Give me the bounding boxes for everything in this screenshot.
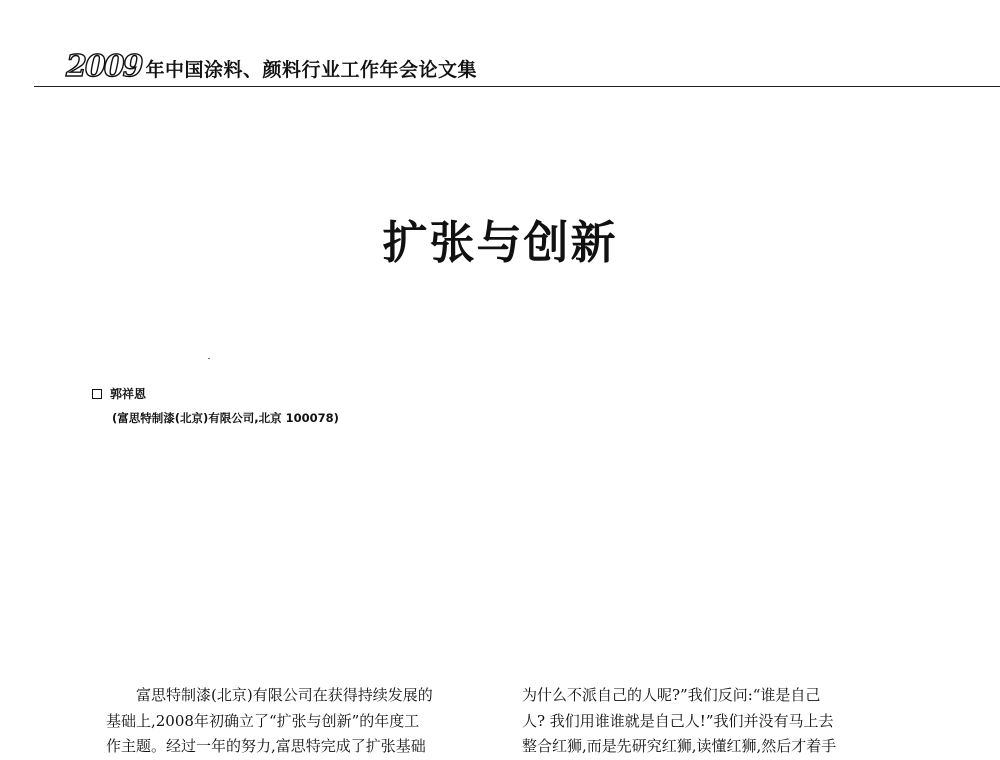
header-year: 2009 <box>66 49 142 84</box>
header-rule <box>34 86 1000 87</box>
body-column-right <box>522 683 910 760</box>
body-line: 作主题。经过一年的努力,富思特完成了扩张基础 <box>106 737 426 755</box>
header-series-title: 年中国涂料、颜料行业工作年会论文集 <box>145 59 478 81</box>
running-header <box>66 49 478 84</box>
article-title: 扩张与创新 <box>382 216 618 269</box>
author-name: 郭祥恩 <box>110 387 147 401</box>
author-affiliation: (富思特制漆(北京)有限公司,北京 100078) <box>112 411 339 425</box>
body-line: 基础上,2008年初确立了“扩张与创新”的年度工 <box>106 711 420 730</box>
body-column-left <box>106 683 494 760</box>
square-bullet-icon <box>92 389 102 399</box>
body-line: 为什么不派自己的人呢?”我们反问:“谁是自己 <box>522 686 821 704</box>
author-line <box>92 385 146 402</box>
stray-dot <box>208 358 210 359</box>
body-line: 富思特制漆(北京)有限公司在获得持续发展的 <box>136 686 433 704</box>
body-line: 人? 我们用谁谁就是自己人!”我们并没有马上去 <box>522 711 834 730</box>
body-line: 整合红狮,而是先研究红狮,读懂红狮,然后才着手 <box>522 737 837 755</box>
